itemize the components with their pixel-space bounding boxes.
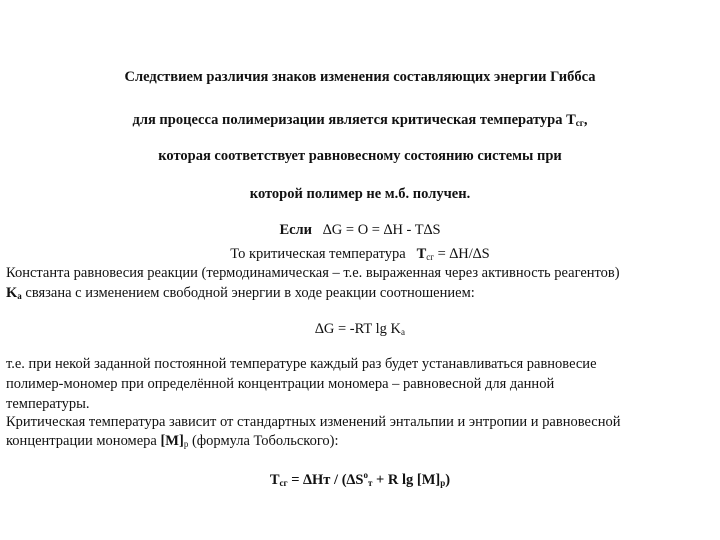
if-word: Если xyxy=(279,222,313,238)
gibbs-equation: ∆G = O = ∆H - T∆S xyxy=(322,222,441,238)
intro-line-3: которая соответствует равновесному состоянию системы при xyxy=(158,148,562,164)
formula-sup: o xyxy=(363,470,368,480)
result-t-subscript: сг xyxy=(426,252,434,262)
monomer-concentration-subscript: p xyxy=(183,439,189,449)
intro-line-1: Следствием различия знаков изменения составляющих энергии Гиббса xyxy=(124,69,596,85)
tobolsky-formula xyxy=(0,470,720,489)
equilibrium-k-subscript: a xyxy=(17,291,22,301)
intro-line-2 xyxy=(0,112,720,129)
intro-line-2-text: для процесса полимеризации является критическая температура T xyxy=(132,112,576,128)
formula-close: ) xyxy=(445,471,451,488)
equilibrium-line-1: Константа равновесия реакции (термодинамическая – т.е. выраженная через активность реагентов) xyxy=(6,265,620,281)
condition-line xyxy=(0,222,720,239)
paragraph2-line-2 xyxy=(6,433,339,450)
paragraph1-line-3: температуры. xyxy=(6,396,90,412)
paragraph1-line-2: полимер-мономер при определённой концентрации мономера – равновесной для данной xyxy=(6,376,555,392)
formula-plus: + R lg [M] xyxy=(372,471,441,488)
equilibrium-k: K xyxy=(6,285,18,301)
paragraph2-line-1: Критическая температура зависит от стандартных изменений энтальпии и энтропии и равновесной xyxy=(6,414,621,430)
free-energy-equation-main: ∆G = -RT lg K xyxy=(315,321,401,337)
formula-eq: = ∆Hт / (∆S xyxy=(287,471,364,488)
result-t: T xyxy=(416,246,427,262)
formula-sub-p: p xyxy=(440,477,446,488)
paragraph2-line-2-start: концентрации мономера xyxy=(6,433,161,449)
result-rest: = ∆H/∆S xyxy=(433,246,490,262)
formula-t-subscript: сг xyxy=(279,477,288,488)
monomer-concentration: [M] xyxy=(160,433,184,449)
formula-sub-t: т xyxy=(367,477,373,488)
critical-temp-subscript: сг xyxy=(575,118,584,128)
free-energy-equation-subscript: a xyxy=(401,327,405,337)
formula-t: T xyxy=(269,471,280,488)
equilibrium-line-2 xyxy=(6,285,475,302)
paragraph2-line-2-end: (формула Тобольского): xyxy=(188,433,339,449)
free-energy-equation xyxy=(0,321,720,338)
equilibrium-line-2-rest: связана с изменением свободной энергии в ходе реакции соотношением: xyxy=(21,285,475,301)
result-line xyxy=(0,246,720,263)
intro-line-4: которой полимер не м.б. получен. xyxy=(249,186,471,202)
result-prefix: То критическая температура xyxy=(230,246,406,262)
paragraph1-line-1: т.е. при некой заданной постоянной температуре каждый раз будет устанавливаться равновесие xyxy=(6,356,597,372)
intro-line-2-comma: , xyxy=(583,112,588,128)
